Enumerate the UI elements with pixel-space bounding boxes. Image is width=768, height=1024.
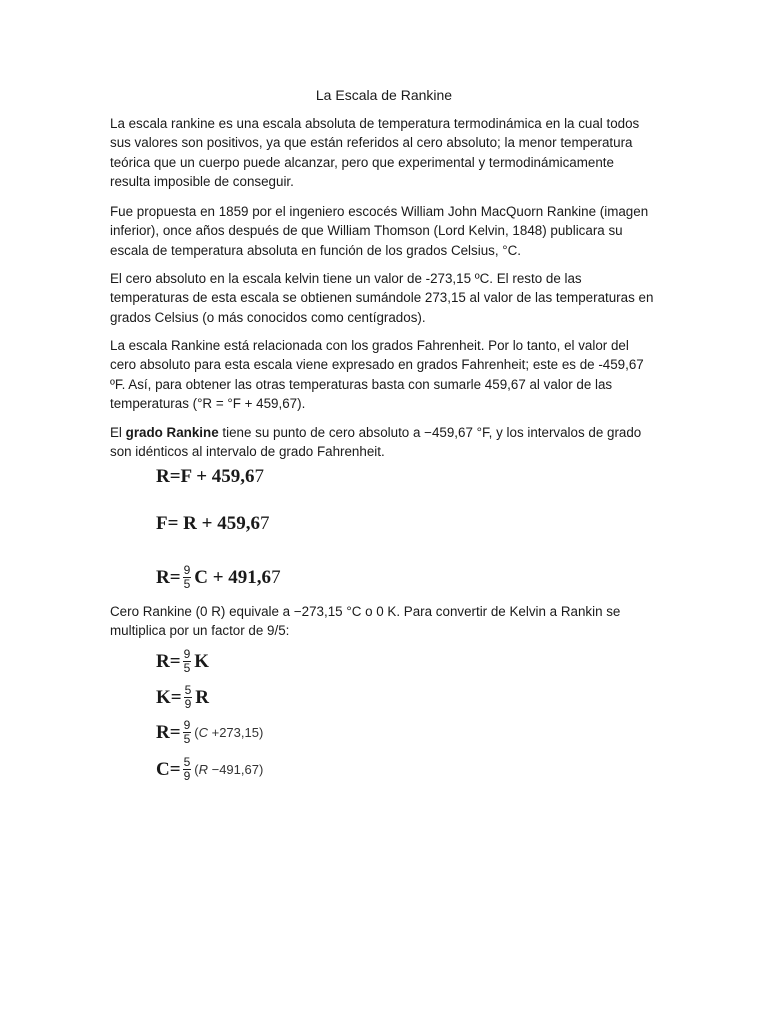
equation-r-from-f bbox=[156, 466, 264, 488]
parenthesized-expression: (C +273,15) bbox=[194, 725, 264, 740]
fraction-numerator: 5 bbox=[183, 755, 191, 769]
document-title: La Escala de Rankine bbox=[315, 87, 453, 103]
equation-r-from-c bbox=[156, 564, 281, 591]
equation-r-from-k bbox=[156, 648, 209, 675]
p5-bold-term: grado Rankine bbox=[125, 425, 219, 440]
equation-tail: 7 bbox=[254, 466, 265, 487]
fraction bbox=[183, 756, 192, 783]
equation-rhs: C + 491,6 bbox=[194, 566, 272, 588]
parenthesized-expression: (R −491,67) bbox=[194, 762, 264, 777]
fraction-denominator: 5 bbox=[183, 661, 191, 675]
paragraph-cero-rankine: Cero Rankine (0 R) equivale a −273,15 °C o 0 K. Para convertir de Kelvin a Rankin se multiplica por un factor de 9/5: bbox=[110, 604, 621, 639]
equation-r-from-c-plus bbox=[156, 719, 263, 746]
fraction bbox=[183, 648, 192, 675]
equation-lhs: K= bbox=[156, 686, 182, 708]
equation-lhs: R= bbox=[156, 650, 181, 672]
fraction-numerator: 9 bbox=[183, 647, 191, 661]
equation-k-from-r bbox=[156, 684, 209, 711]
paragraph-definition: La escala rankine es una escala absoluta de temperatura termodinámica en la cual todos sus valores son positivos, ya que están referidos al cero absoluto; la menor temperatura teórica que un cuerpo puede alcanzar, pero que experimental y termodinámicamente resulta imposible de conseguir. bbox=[110, 116, 640, 190]
equation-f-from-r bbox=[156, 513, 269, 535]
equation-text: R=F + 459,6 bbox=[156, 466, 255, 487]
p5-text-before: El bbox=[110, 425, 126, 440]
equation-tail: 7 bbox=[259, 513, 270, 534]
expression-variable: R bbox=[198, 762, 208, 777]
equation-c-from-r bbox=[156, 756, 263, 783]
equation-lhs: R= bbox=[156, 721, 181, 743]
equation-text: F= R + 459,6 bbox=[156, 513, 260, 534]
expression-rest: −491,67 bbox=[207, 762, 259, 777]
fraction-denominator: 5 bbox=[183, 577, 191, 591]
fraction bbox=[183, 719, 192, 746]
paragraph-fahrenheit: La escala Rankine está relacionada con los grados Fahrenheit. Por lo tanto, el valor del cero absoluto para esta escala viene expresado en grados Fahrenheit; este es de -459,67 ºF. Así, para obtener las otras temperaturas basta con sumarle 459,67 al valor de las temperaturas (°R = °F + 459,67). bbox=[110, 338, 644, 412]
fraction-denominator: 9 bbox=[183, 769, 191, 783]
equation-rhs: R bbox=[195, 686, 210, 708]
fraction-numerator: 5 bbox=[184, 683, 192, 697]
equation-rhs: K bbox=[194, 650, 210, 672]
paragraph-kelvin: El cero absoluto en la escala kelvin tiene un valor de -273,15 ºC. El resto de las temperaturas de esta escala se obtienen sumándole 273,15 al valor de las temperaturas en grados Celsius (o más conocidos como centígrados). bbox=[110, 271, 654, 325]
fraction bbox=[183, 564, 192, 591]
fraction-numerator: 9 bbox=[183, 718, 191, 732]
p5-text-after: tiene su punto de cero absoluto a −459,67 °F, y los intervalos de grado son idénticos al intervalo de grado Fahrenheit. bbox=[110, 425, 642, 460]
paragraph-grado-rankine bbox=[110, 423, 655, 462]
fraction-numerator: 9 bbox=[183, 563, 191, 577]
equation-lhs: C= bbox=[156, 758, 181, 780]
expression-rest: +273,15 bbox=[207, 725, 259, 740]
fraction bbox=[184, 684, 193, 711]
fraction-denominator: 9 bbox=[184, 697, 192, 711]
fraction-denominator: 5 bbox=[183, 732, 191, 746]
paragraph-history: Fue propuesta en 1859 por el ingeniero escocés William John MacQuorn Rankine (imagen inferior), once años después de que William Thomson (Lord Kelvin, 1848) publicara su escala de temperatura absoluta en función de los grados Celsius, °C. bbox=[110, 204, 649, 258]
expression-variable: C bbox=[198, 725, 208, 740]
equation-tail: 7 bbox=[271, 566, 281, 588]
equation-lhs: R= bbox=[156, 566, 181, 588]
